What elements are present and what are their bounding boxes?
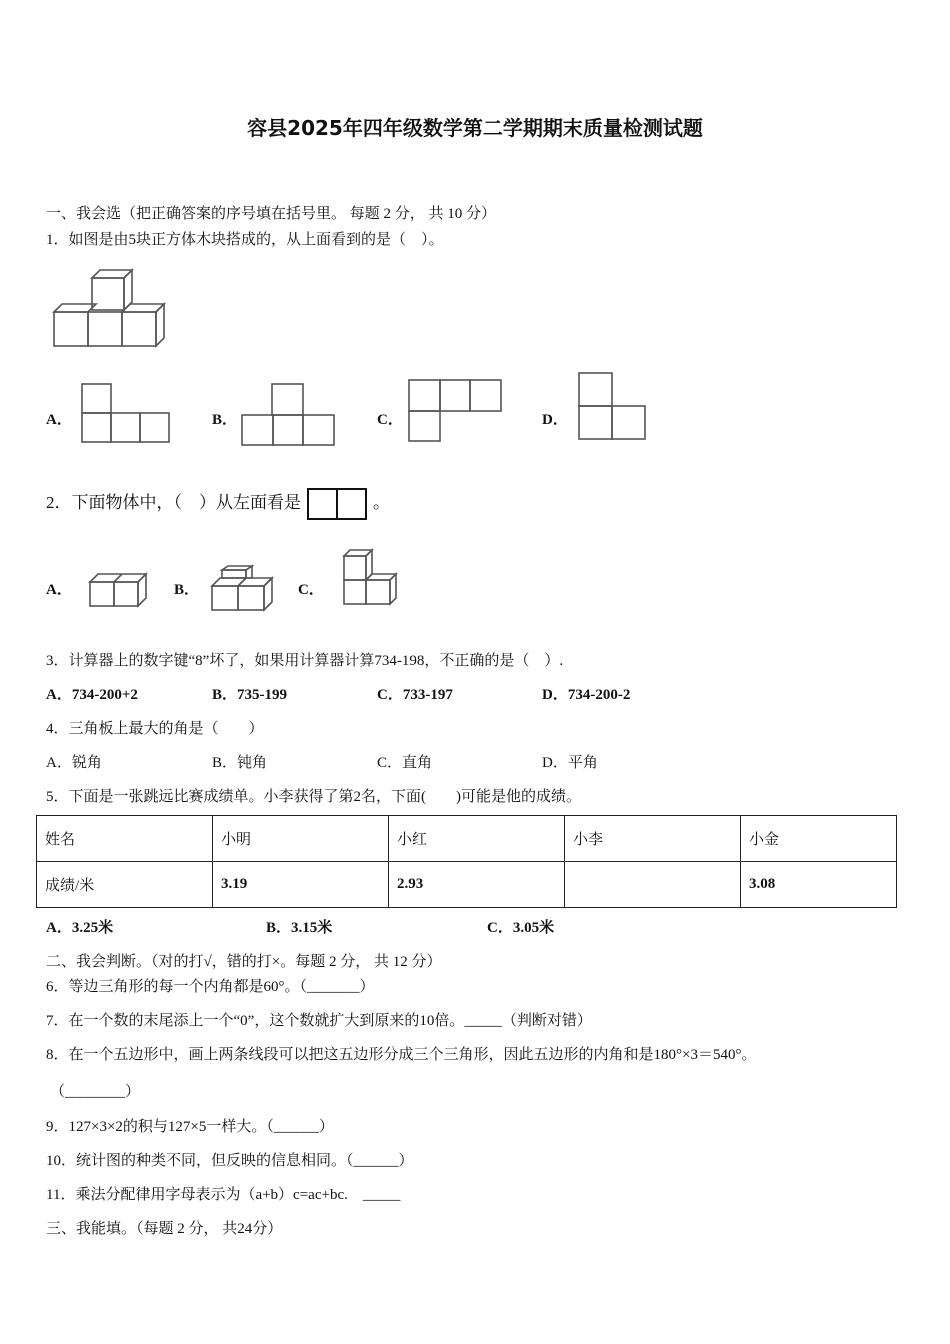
q4-option-b: B．钝角 — [212, 755, 268, 771]
question-5: 5．下面是一张跳远比赛成绩单。小李获得了第2名，下面( )可能是他的成绩。 — [46, 789, 581, 805]
q2-option-a-figure — [86, 568, 148, 610]
question-2 — [46, 488, 390, 520]
q5-option-b: B．3.15米 — [266, 920, 333, 936]
score-table — [36, 815, 897, 908]
q1-option-b-figure — [240, 382, 336, 446]
question-9: 9．127×3×2的积与127×5一样大。（______） — [46, 1119, 334, 1135]
table-cell: 小李 — [565, 816, 741, 862]
question-2-text: 2．下面物体中，（ ）从左面看是 — [46, 493, 301, 512]
table-cell: 小金 — [741, 816, 897, 862]
q1-cube-figure — [50, 266, 170, 352]
section1-heading: 一、我会选（把正确答案的序号填在括号里。 每题 2 分， 共 10 分） — [46, 206, 497, 222]
table-cell: 3.19 — [213, 862, 389, 908]
q1-option-c-label: C． — [377, 412, 403, 428]
q2-option-c-label: C． — [298, 582, 324, 598]
q3-option-a: A．734-200+2 — [46, 687, 138, 703]
question-11: 11．乘法分配律用字母表示为（a+b）c=ac+bc. _____ — [46, 1187, 401, 1203]
question-3: 3．计算器上的数字键“8”坏了，如果用计算器计算734-198，不正确的是（ ）. — [46, 653, 564, 669]
table-cell: 成绩/米 — [37, 862, 213, 908]
q1-option-a-label: A． — [46, 412, 72, 428]
q5-option-c: C．3.05米 — [487, 920, 555, 936]
q1-option-a-figure — [80, 382, 172, 444]
table-cell: 2.93 — [389, 862, 565, 908]
page-title: 容县2025年四年级数学第二学期期末质量检测试题 — [247, 116, 703, 140]
question-6: 6．等边三角形的每一个内角都是60°。（_______） — [46, 979, 375, 995]
table-cell — [565, 862, 741, 908]
table-cell: 小明 — [213, 816, 389, 862]
question-7: 7．在一个数的末尾添上一个“0”，这个数就扩大到原来的10倍。_____（判断对错） — [46, 1013, 592, 1029]
left-view-shape — [307, 488, 367, 520]
q4-option-d: D．平角 — [542, 755, 598, 771]
question-2-tail: 。 — [373, 493, 390, 512]
q3-option-b: B．735-199 — [212, 687, 288, 703]
q3-option-c: C．733-197 — [377, 687, 453, 703]
q4-option-a: A．锐角 — [46, 755, 102, 771]
q1-option-d-figure — [577, 371, 649, 441]
q5-option-a: A．3.25米 — [46, 920, 114, 936]
table-cell: 小红 — [389, 816, 565, 862]
table-cell: 姓名 — [37, 816, 213, 862]
question-8: 8．在一个五边形中，画上两条线段可以把这五边形分成三个三角形，因此五边形的内角和是180°×3＝540°。 — [46, 1047, 757, 1063]
q3-option-d: D．734-200-2 — [542, 687, 631, 703]
question-8-blank: （________） — [50, 1084, 141, 1100]
section3-heading: 三、我能填。（每题 2 分， 共24分） — [46, 1221, 283, 1237]
q1-option-c-figure — [407, 378, 503, 442]
table-cell: 3.08 — [741, 862, 897, 908]
section2-heading: 二、我会判断。（对的打√，错的打×。每题 2 分， 共 12 分） — [46, 954, 442, 970]
table-row — [37, 816, 897, 862]
question-10: 10．统计图的种类不同，但反映的信息相同。（______） — [46, 1153, 414, 1169]
q2-option-c-figure — [340, 546, 400, 608]
q2-option-b-label: B． — [174, 582, 200, 598]
q2-option-a-label: A． — [46, 582, 72, 598]
question-4: 4．三角板上最大的角是（ ） — [46, 721, 264, 737]
q2-option-b-figure — [208, 564, 272, 614]
q1-option-d-label: D． — [542, 412, 568, 428]
q1-option-b-label: B． — [212, 412, 238, 428]
table-row — [37, 862, 897, 908]
q4-option-c: C．直角 — [377, 755, 433, 771]
question-1: 1．如图是由5块正方体木块搭成的，从上面看到的是（ ）。 — [46, 232, 444, 248]
